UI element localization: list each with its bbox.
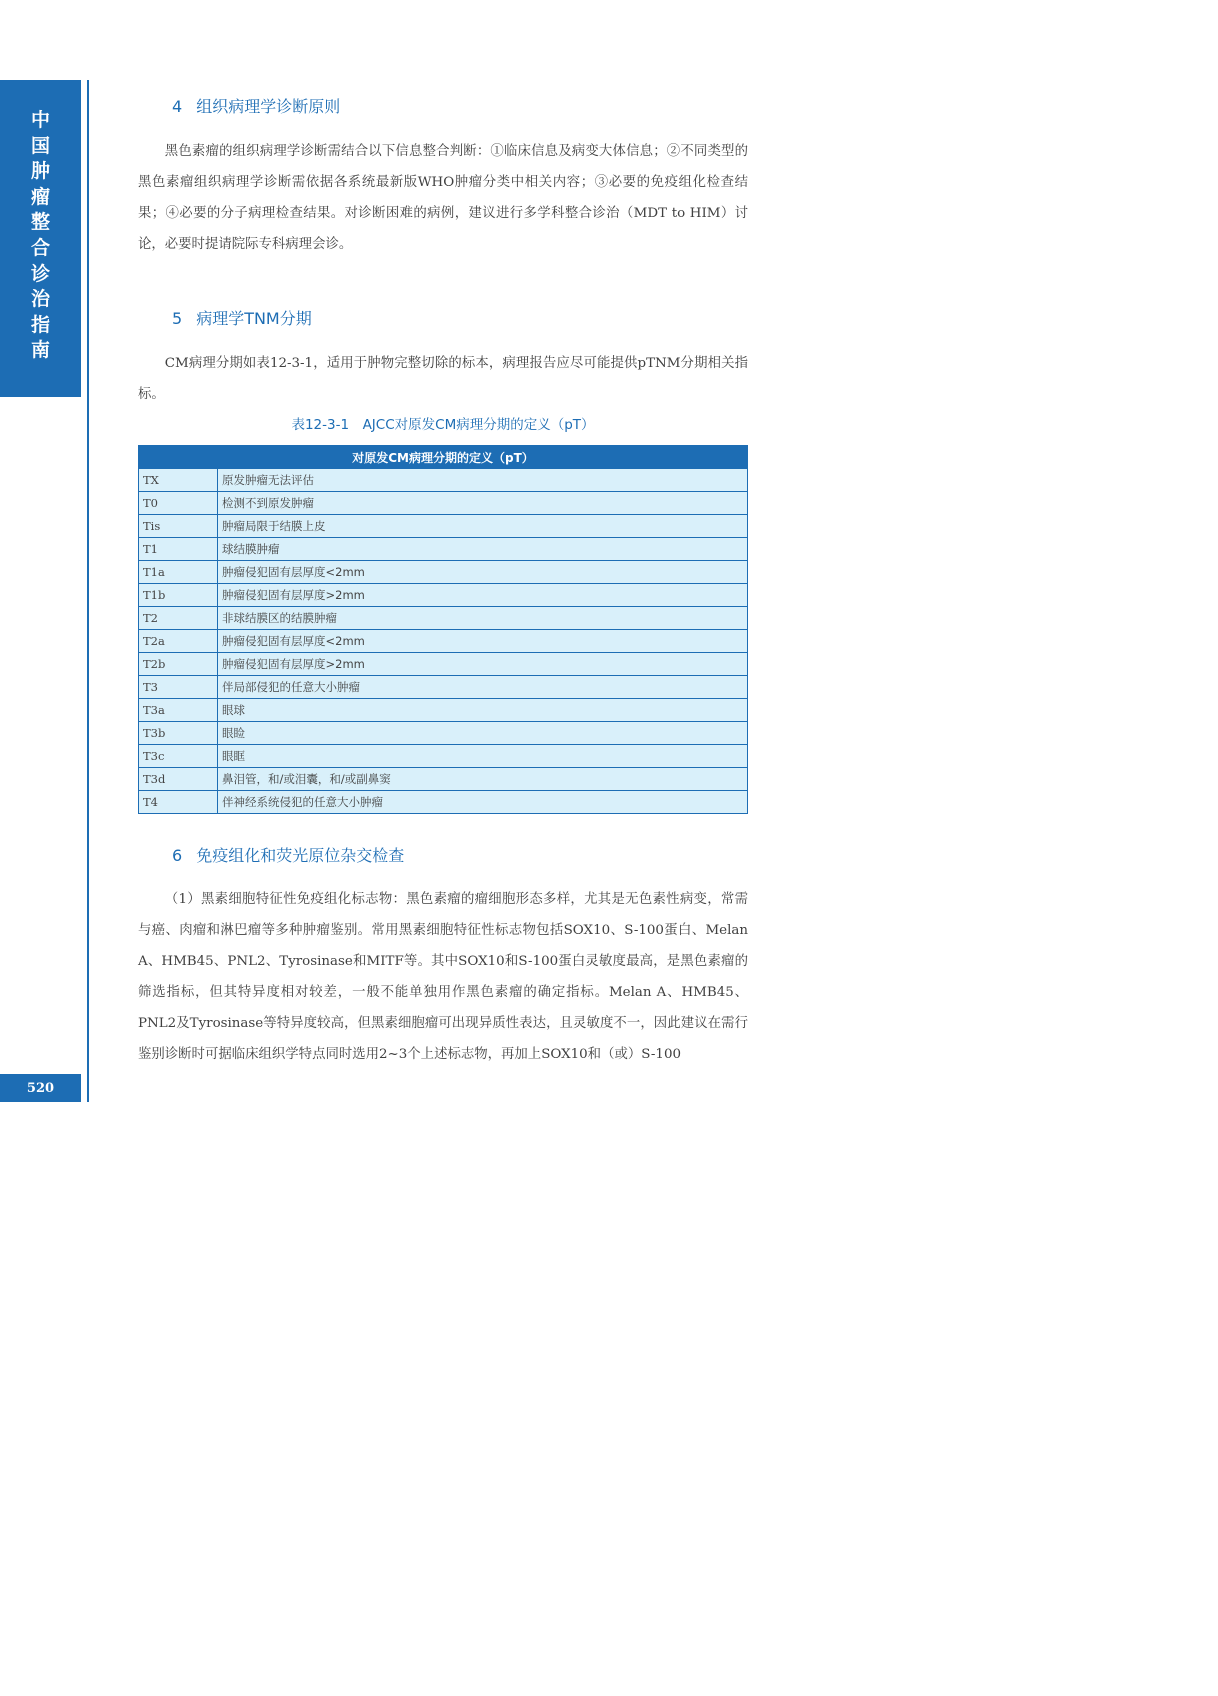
table-header: 对原发CM病理分期的定义（pT） — [139, 446, 748, 469]
section-6-paragraph: （1）黑素细胞特征性免疫组化标志物：黑色素瘤的瘤细胞形态多样，尤其是无色素性病变，常需与癌、肉瘤和淋巴瘤等多种肿瘤鉴别。常用黑素细胞特征性标志物包括SOX10、S-100蛋白、Melan A、HMB45、PNL2、Tyrosinase和MITF等。其中SOX10和S-100蛋白灵敏度最高，是黑色素瘤的筛选指标，但其特异度相对较差，一般不能单独用作黑色素瘤的确定指标。Melan A、HMB45、PNL2及Tyrosinase等特异度较高，但黑素细胞瘤可出现异质性表达，且灵敏度不一，因此建议在需行鉴别诊断时可据临床组织学特点同时选用2~3个上述标志物，再加上SOX10和（或）S-100 — [138, 892, 748, 1062]
pt-staging-table — [138, 445, 748, 814]
stage-description: 肿瘤侵犯固有层厚度>2mm — [218, 584, 748, 607]
book-title-char: 肿 — [30, 160, 50, 183]
table-row — [139, 492, 748, 515]
stage-code: T3 — [139, 676, 218, 699]
stage-code: T1 — [139, 538, 218, 561]
book-title-char: 指 — [30, 313, 50, 336]
stage-code: T2b — [139, 653, 218, 676]
section-5-paragraph: CM病理分期如表12-3-1，适用于肿物完整切除的标本，病理报告应尽可能提供pTNM分期相关指标。 — [138, 356, 748, 402]
stage-code: T3b — [139, 722, 218, 745]
table-row — [139, 469, 748, 492]
stage-code: T3c — [139, 745, 218, 768]
book-title-char: 合 — [30, 236, 50, 259]
stage-description: 非球结膜区的结膜肿瘤 — [218, 607, 748, 630]
section-title: 组织病理学诊断原则 — [196, 97, 341, 116]
stage-description: 检测不到原发肿瘤 — [218, 492, 748, 515]
stage-code: T2a — [139, 630, 218, 653]
stage-code: T4 — [139, 791, 218, 814]
book-title-char: 瘤 — [30, 185, 50, 208]
section-6-heading — [172, 843, 404, 866]
table-row — [139, 538, 748, 561]
stage-code: TX — [139, 469, 218, 492]
book-title-char: 诊 — [30, 262, 50, 285]
section-4-paragraph: 黑色素瘤的组织病理学诊断需结合以下信息整合判断：①临床信息及病变大体信息；②不同类型的黑色素瘤组织病理学诊断需依据各系统最新版WHO肿瘤分类中相关内容；③必要的免疫组化检查结果；④必要的分子病理检查结果。对诊断困难的病例，建议进行多学科整合诊治（MDT to HIM）讨论，必要时提请院际专科病理会诊。 — [138, 144, 748, 252]
table-row — [139, 722, 748, 745]
margin-rule — [87, 80, 89, 1102]
stage-description: 肿瘤侵犯固有层厚度>2mm — [218, 653, 748, 676]
stage-description: 肿瘤侵犯固有层厚度<2mm — [218, 561, 748, 584]
stage-description: 肿瘤侵犯固有层厚度<2mm — [218, 630, 748, 653]
book-title-char: 治 — [30, 288, 50, 311]
section-title: 免疫组化和荧光原位杂交检查 — [196, 846, 405, 865]
table-row — [139, 515, 748, 538]
table-row — [139, 653, 748, 676]
table-caption: 表12-3-1 AJCC对原发CM病理分期的定义（pT） — [291, 417, 595, 433]
stage-description: 伴神经系统侵犯的任意大小肿瘤 — [218, 791, 748, 814]
table-row — [139, 584, 748, 607]
table-row — [139, 699, 748, 722]
section-4-heading — [172, 94, 340, 117]
table-row — [139, 630, 748, 653]
book-title-char: 中 — [30, 109, 50, 131]
table-row — [139, 768, 748, 791]
page-number: 520 — [0, 1074, 81, 1102]
section-5-heading — [172, 306, 312, 329]
stage-description: 鼻泪管，和/或泪囊，和/或副鼻窦 — [218, 768, 748, 791]
stage-code: T1a — [139, 561, 218, 584]
table-row — [139, 676, 748, 699]
table-row — [139, 607, 748, 630]
stage-description: 肿瘤局限于结膜上皮 — [218, 515, 748, 538]
section-number: 5 — [172, 309, 183, 328]
table-row — [139, 791, 748, 814]
section-title: 病理学TNM分期 — [196, 309, 312, 328]
stage-code: Tis — [139, 515, 218, 538]
section-number: 6 — [172, 846, 183, 865]
stage-code: T0 — [139, 492, 218, 515]
stage-code: T2 — [139, 607, 218, 630]
stage-code: T3a — [139, 699, 218, 722]
stage-code: T3d — [139, 768, 218, 791]
table-row — [139, 561, 748, 584]
stage-description: 眼睑 — [218, 722, 748, 745]
book-title-char: 南 — [30, 339, 50, 362]
book-title-char: 国 — [30, 134, 50, 157]
section-number: 4 — [172, 97, 183, 116]
stage-description: 原发肿瘤无法评估 — [218, 469, 748, 492]
stage-description: 眼球 — [218, 699, 748, 722]
stage-code: T1b — [139, 584, 218, 607]
stage-description: 伴局部侵犯的任意大小肿瘤 — [218, 676, 748, 699]
book-title-vertical — [0, 108, 81, 364]
table-row — [139, 745, 748, 768]
book-title-char: 整 — [30, 211, 50, 234]
stage-description: 球结膜肿瘤 — [218, 538, 748, 561]
stage-description: 眼眶 — [218, 745, 748, 768]
